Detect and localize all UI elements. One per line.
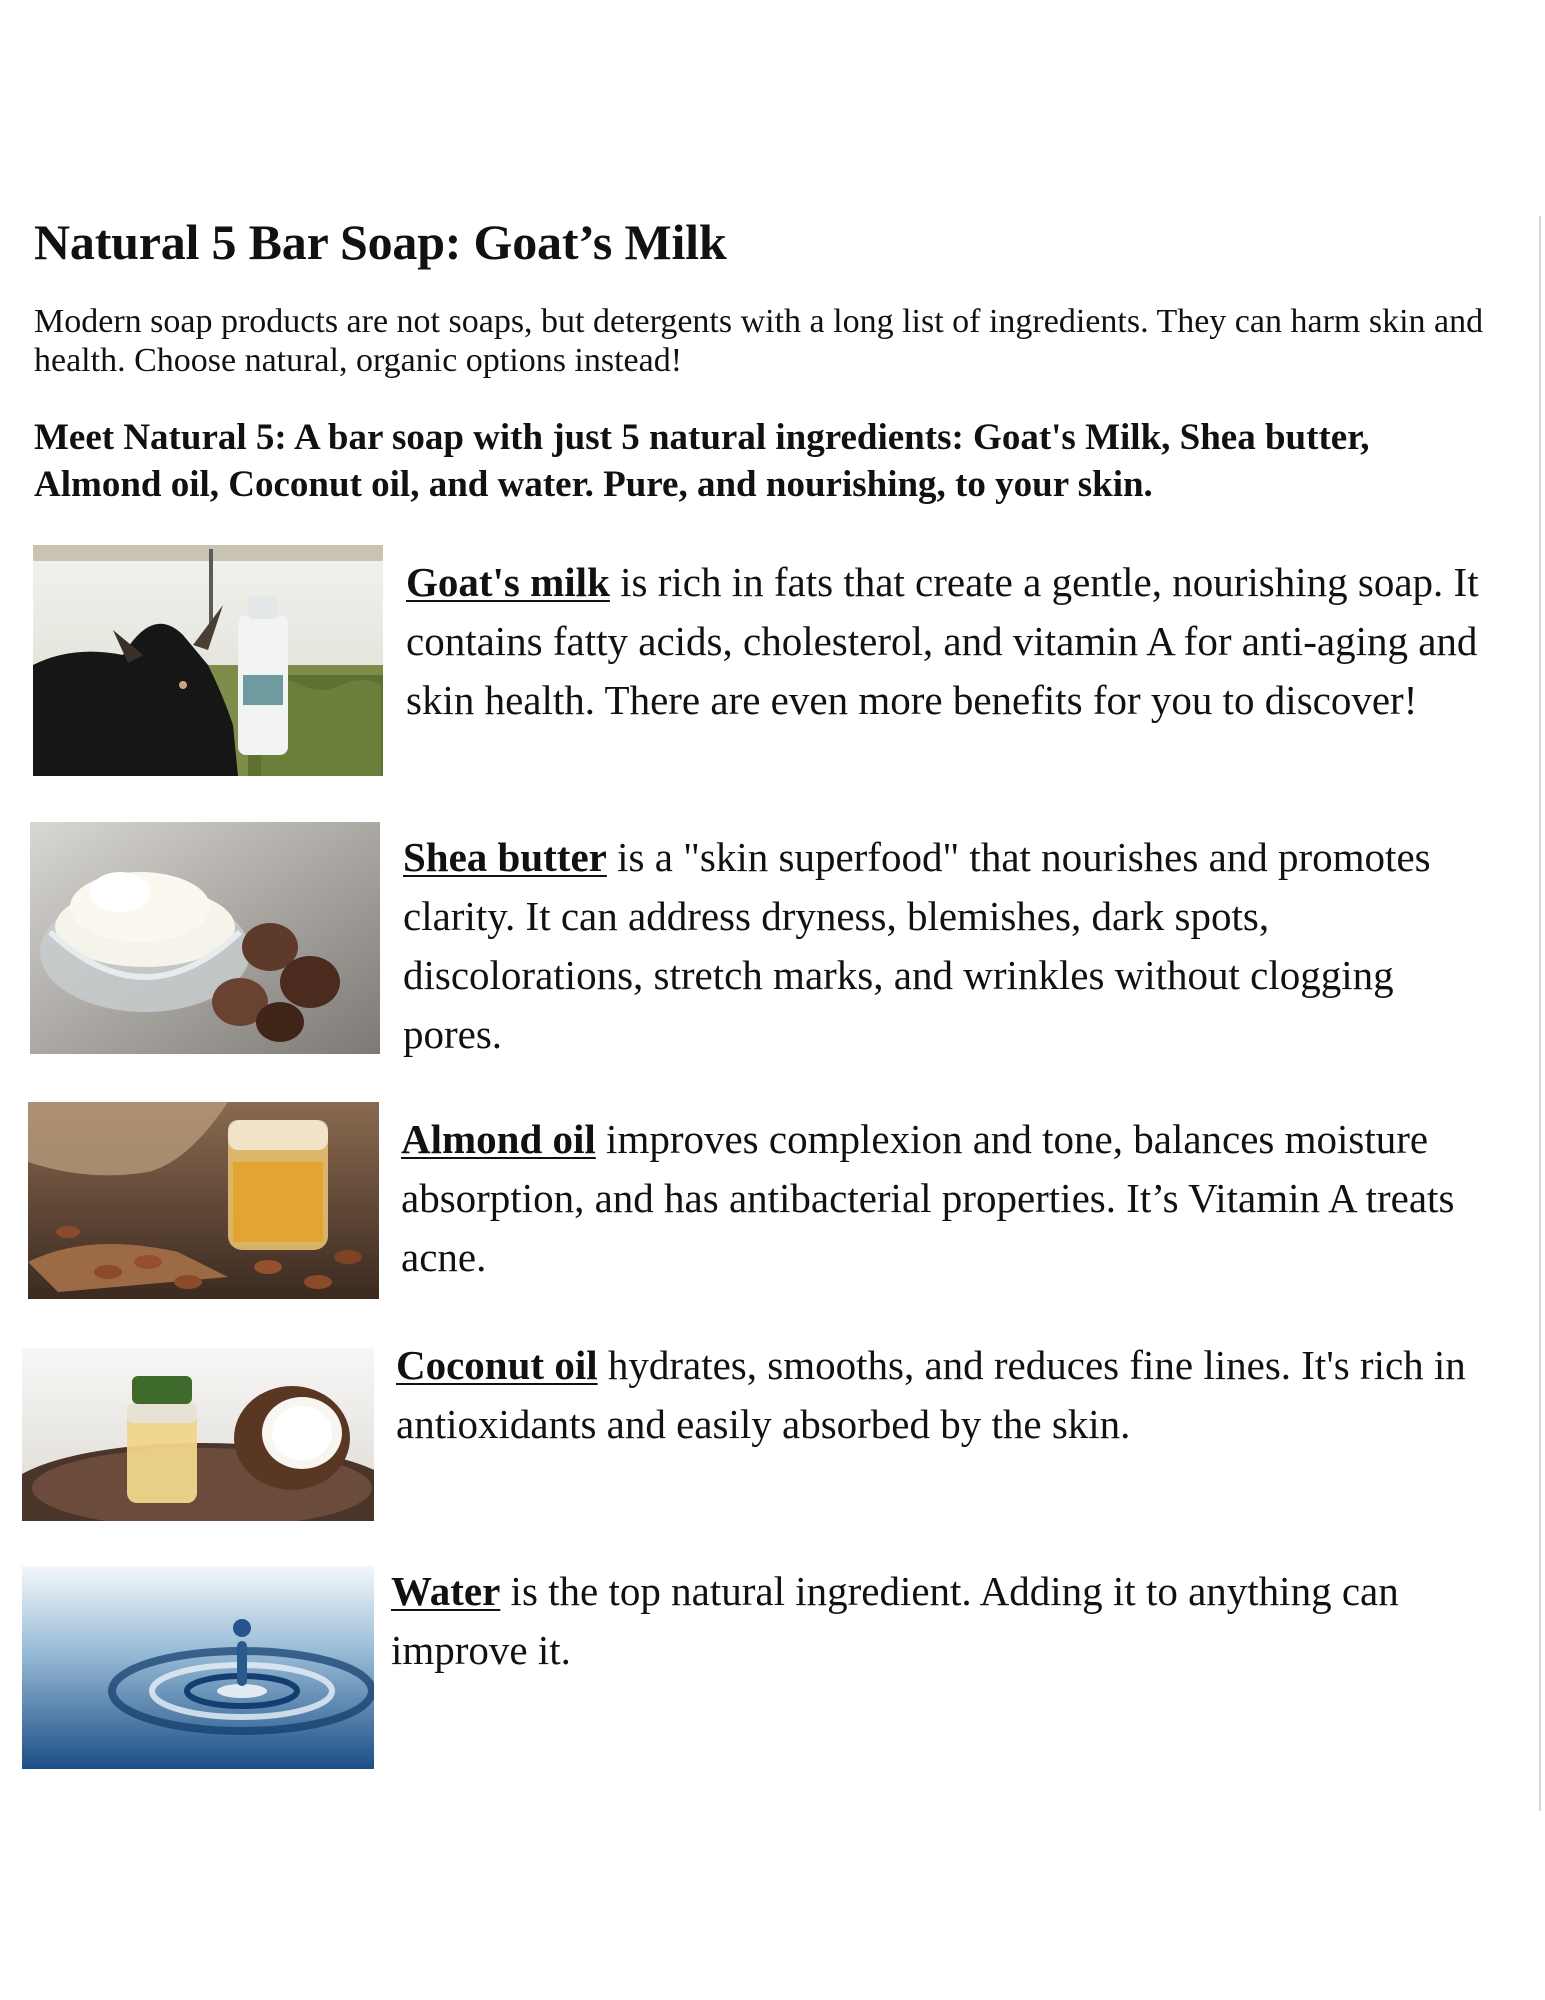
ingredient-description: improves complexion and tone, balances moisture absorption, and has antibacterial properties. It’s Vitamin A treats acne. (401, 1116, 1455, 1280)
ingredient-name-goats-milk: Goat's milk (406, 559, 610, 605)
ingredient-name-almond-oil: Almond oil (401, 1116, 596, 1162)
almond-oil-photo (28, 1102, 379, 1299)
ingredient-water (391, 1562, 1496, 1680)
page-title: Natural 5 Bar Soap: Goat’s Milk (34, 214, 727, 270)
ingredient-name-coconut-oil: Coconut oil (396, 1342, 598, 1388)
shea-butter-photo (30, 822, 380, 1054)
ingredient-description: is the top natural ingredient. Adding it to anything can improve it. (391, 1568, 1399, 1673)
ingredient-description: hydrates, smooths, and reduces fine lines. It's rich in antioxidants and easily absorbed by the skin. (396, 1342, 1466, 1447)
ingredient-description: is rich in fats that create a gentle, nourishing soap. It contains fatty acids, cholesterol, and vitamin A for anti-aging and skin health. There are even more benefits for you to discover! (406, 559, 1479, 723)
ingredient-almond-oil (401, 1110, 1496, 1287)
meet-natural-5-paragraph: Meet Natural 5: A bar soap with just 5 natural ingredients: Goat's Milk, Shea butter, Almond oil, Coconut oil, and water. Pure, and nourishing, to your skin. (34, 417, 1370, 505)
ingredient-name-shea-butter: Shea butter (403, 834, 607, 880)
goat-milk-photo (33, 545, 383, 776)
coconut-oil-photo (22, 1348, 374, 1521)
ingredient-description: is a "skin superfood" that nourishes and promotes clarity. It can address dryness, blemishes, dark spots, discolorations, stretch marks, and wrinkles without clogging pores. (403, 834, 1431, 1057)
panel-edge-divider (1539, 216, 1541, 1811)
ingredient-shea-butter (403, 828, 1493, 1064)
ingredient-name-water: Water (391, 1568, 501, 1614)
ingredient-goats-milk (406, 553, 1496, 730)
intro-paragraph: Modern soap products are not soaps, but detergents with a long list of ingredients. They can harm skin and health. Choose natural, organic options instead! (34, 303, 1484, 379)
ingredient-coconut-oil (396, 1336, 1496, 1454)
water-photo (22, 1566, 374, 1769)
